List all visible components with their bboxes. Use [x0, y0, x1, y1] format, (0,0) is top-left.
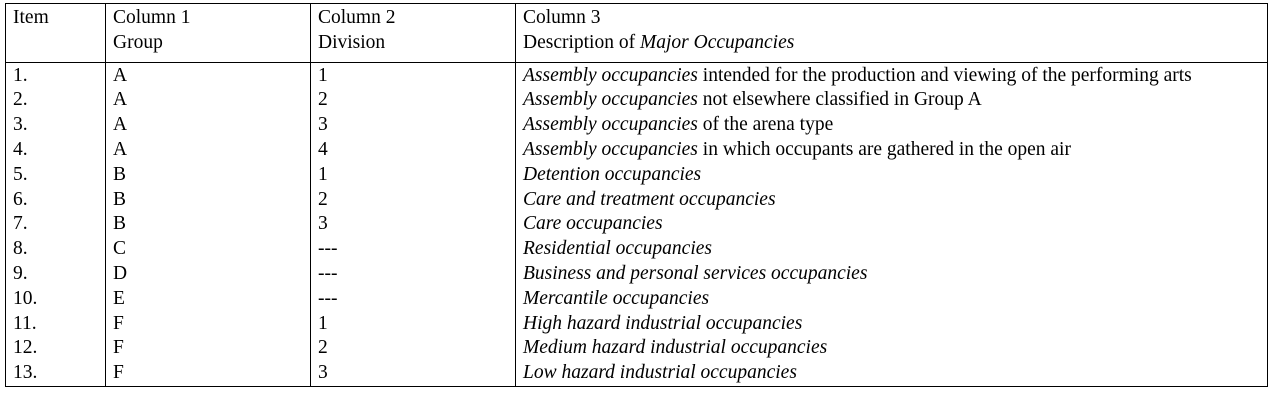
cell-item: 4.	[6, 138, 106, 163]
cell-division: 2	[311, 336, 516, 361]
header-column-1-line2: Group	[113, 31, 163, 53]
header-column-1	[106, 4, 311, 63]
table-row	[6, 113, 1268, 138]
table-row	[6, 212, 1268, 237]
cell-item: 5.	[6, 163, 106, 188]
table-row	[6, 138, 1268, 163]
description-occupancy-term: Care and treatment occupancies	[523, 188, 776, 210]
cell-description	[516, 113, 1268, 138]
header-column-2-line1: Column 2	[318, 7, 396, 28]
table-body	[6, 62, 1268, 386]
cell-item: 7.	[6, 212, 106, 237]
cell-group: B	[106, 212, 311, 237]
header-item-line1: Item	[13, 7, 49, 28]
cell-division: 4	[311, 138, 516, 163]
cell-group: B	[106, 188, 311, 213]
cell-group: F	[106, 312, 311, 337]
description-occupancy-term: Assembly occupancies	[523, 138, 698, 160]
description-occupancy-term: Assembly occupancies	[523, 114, 698, 136]
cell-group: B	[106, 163, 311, 188]
cell-item: 1.	[6, 62, 106, 88]
cell-division: 1	[311, 163, 516, 188]
table-header-row	[6, 4, 1268, 63]
header-item	[6, 4, 106, 63]
header-column-1-line1: Column 1	[113, 7, 191, 28]
header-column-3	[516, 4, 1268, 63]
cell-division: 1	[311, 312, 516, 337]
description-occupancy-term: Detention occupancies	[523, 163, 702, 185]
cell-group: C	[106, 237, 311, 262]
major-occupancies-table	[5, 3, 1268, 387]
cell-description	[516, 287, 1268, 312]
cell-division: 3	[311, 361, 516, 386]
cell-group: F	[106, 336, 311, 361]
header-column-3-plain: Description of	[523, 31, 640, 53]
cell-item: 2.	[6, 88, 106, 113]
table-row	[6, 188, 1268, 213]
description-occupancy-term: Mercantile occupancies	[523, 287, 710, 309]
cell-item: 12.	[6, 336, 106, 361]
cell-group: A	[106, 88, 311, 113]
cell-division: 2	[311, 188, 516, 213]
cell-description	[516, 237, 1268, 262]
cell-description	[516, 138, 1268, 163]
occupancy-table-container	[5, 3, 1268, 387]
description-text: intended for the production and viewing of the performing arts	[697, 64, 1192, 86]
cell-description	[516, 312, 1268, 337]
description-occupancy-term: Residential occupancies	[523, 238, 712, 260]
cell-division: ---	[311, 237, 516, 262]
description-occupancy-term: Low hazard industrial occupancies	[523, 362, 797, 384]
cell-description	[516, 361, 1268, 386]
header-column-3-line1: Column 3	[523, 7, 601, 28]
description-occupancy-term: High hazard industrial occupancies	[523, 312, 803, 334]
cell-item: 10.	[6, 287, 106, 312]
table-row	[6, 361, 1268, 386]
cell-group: E	[106, 287, 311, 312]
header-column-3-line2	[523, 31, 1261, 56]
description-occupancy-term: Business and personal services occupancies	[523, 262, 868, 284]
cell-division: 3	[311, 113, 516, 138]
cell-description	[516, 62, 1268, 88]
description-occupancy-term: Medium hazard industrial occupancies	[523, 337, 828, 359]
description-text: of the arena type	[697, 114, 834, 136]
cell-group: A	[106, 138, 311, 163]
cell-description	[516, 188, 1268, 213]
description-text: not elsewhere classified in Group A	[697, 89, 982, 111]
description-text: in which occupants are gathered in the open air	[697, 138, 1071, 160]
table-row	[6, 336, 1268, 361]
table-row	[6, 312, 1268, 337]
cell-group: A	[106, 113, 311, 138]
table-row	[6, 62, 1268, 88]
cell-division: 3	[311, 212, 516, 237]
header-column-3-italic: Major Occupancies	[639, 31, 795, 53]
cell-group: F	[106, 361, 311, 386]
cell-description	[516, 262, 1268, 287]
cell-description	[516, 88, 1268, 113]
table-row	[6, 287, 1268, 312]
table-row	[6, 237, 1268, 262]
cell-division: ---	[311, 262, 516, 287]
cell-item: 3.	[6, 113, 106, 138]
cell-division: 2	[311, 88, 516, 113]
cell-item: 8.	[6, 237, 106, 262]
cell-division: ---	[311, 287, 516, 312]
description-occupancy-term: Care occupancies	[523, 213, 663, 235]
header-column-2-line2: Division	[318, 31, 386, 53]
cell-item: 13.	[6, 361, 106, 386]
description-occupancy-term: Assembly occupancies	[523, 64, 698, 86]
header-column-2	[311, 4, 516, 63]
cell-item: 9.	[6, 262, 106, 287]
cell-division: 1	[311, 62, 516, 88]
cell-description	[516, 163, 1268, 188]
description-occupancy-term: Assembly occupancies	[523, 89, 698, 111]
cell-description	[516, 336, 1268, 361]
table-row	[6, 163, 1268, 188]
table-row	[6, 88, 1268, 113]
cell-description	[516, 212, 1268, 237]
cell-item: 6.	[6, 188, 106, 213]
cell-group: A	[106, 62, 311, 88]
cell-group: D	[106, 262, 311, 287]
table-row	[6, 262, 1268, 287]
cell-item: 11.	[6, 312, 106, 337]
